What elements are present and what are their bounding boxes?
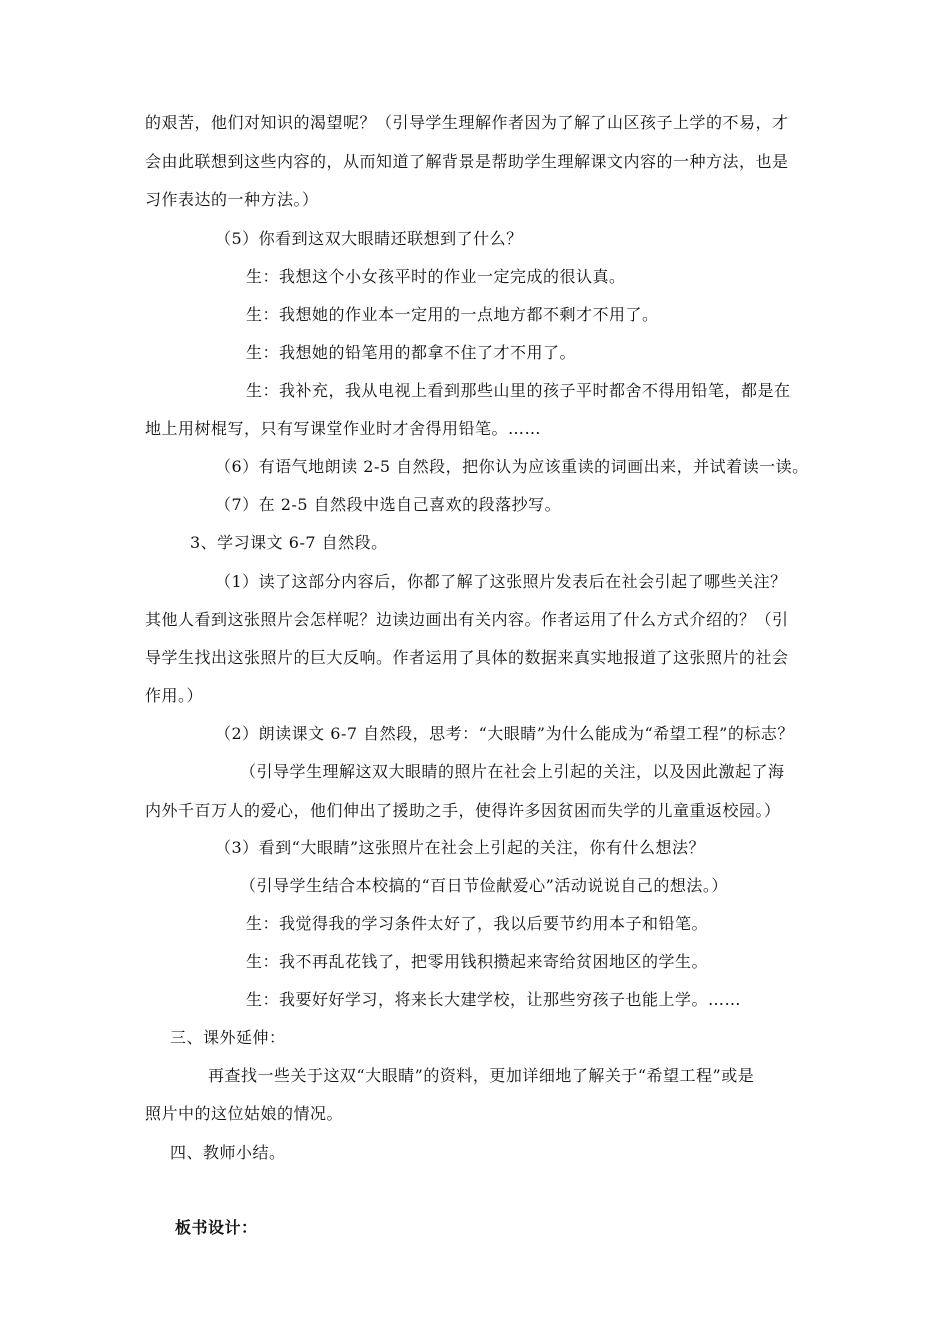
text-line: 生：我想她的作业本一定用的一点地方都不剩才不用了。 xyxy=(246,305,659,324)
text-line: （6）有语气地朗读 2-5 自然段，把你认为应该重读的词画出来，并试着读一读。 xyxy=(215,457,809,476)
section-heading: 四、教师小结。 xyxy=(170,1143,286,1162)
text-line: （1）读了这部分内容后，你都了解了这张照片发表后在社会引起了哪些关注？ xyxy=(215,572,787,591)
text-line: 导学生找出这张照片的巨大反响。作者运用了具体的数据来真实地报道了这张照片的社会 xyxy=(145,648,789,667)
text-line: 会由此联想到这些内容的，从而知道了解背景是帮助学生理解课文内容的一种方法，也是 xyxy=(145,152,789,171)
text-line: 生：我觉得我的学习条件太好了，我以后要节约用本子和铅笔。 xyxy=(246,914,709,933)
text-line: 3、学习课文 6-7 自然段。 xyxy=(190,533,388,552)
text-line: 照片中的这位姑娘的情况。 xyxy=(145,1104,344,1123)
text-line: 习作表达的一种方法。） xyxy=(145,190,319,209)
section-heading: 三、课外延伸： xyxy=(170,1028,286,1047)
text-line: （5）你看到这双大眼睛还联想到了什么？ xyxy=(215,229,523,248)
text-line: 作用。） xyxy=(145,686,204,705)
text-line: 再查找一些关于这双“大眼睛”的资料，更加详细地了解关于“希望工程”或是 xyxy=(208,1066,755,1085)
text-line: （2）朗读课文 6-7 自然段，思考：“大眼睛”为什么能成为“希望工程”的标志？ xyxy=(215,724,794,743)
board-design-heading: 板书设计： xyxy=(175,1218,258,1237)
text-line: （3）看到“大眼睛”这张照片在社会上引起的关注，你有什么想法？ xyxy=(215,838,706,857)
text-line: 内外千百万人的爱心，他们伸出了援助之手，使得许多因贫困而失学的儿童重返校园。） xyxy=(145,801,781,820)
text-line: 生：我要好好学习，将来长大建学校，让那些穷孩子也能上学。…… xyxy=(246,990,742,1009)
text-line: 生：我补充，我从电视上看到那些山里的孩子平时都舍不得用铅笔，都是在 xyxy=(246,381,791,400)
text-line: 地上用树棍写，只有写课堂作业时才舍得用铅笔。…… xyxy=(145,419,542,438)
text-line: （7）在 2-5 自然段中选自己喜欢的段落抄写。 xyxy=(215,495,562,514)
text-line: （引导学生理解这双大眼睛的照片在社会上引起的关注，以及因此激起了海 xyxy=(240,762,785,781)
text-line: 生：我想她的铅笔用的都拿不住了才不用了。 xyxy=(246,343,577,362)
text-line: 的艰苦，他们对知识的渴望呢？（引导学生理解作者因为了解了山区孩子上学的不易，才 xyxy=(145,113,789,132)
text-line: 生：我不再乱花钱了，把零用钱积攒起来寄给贫困地区的学生。 xyxy=(246,952,709,971)
text-line: 生：我想这个小女孩平时的作业一定完成的很认真。 xyxy=(246,267,626,286)
text-line: （引导学生结合本校搞的“百日节俭献爱心”活动说说自己的想法。） xyxy=(240,876,728,895)
text-line: 其他人看到这张照片会怎样呢？边读边画出有关内容。作者运用了什么方式介绍的？（引 xyxy=(145,610,789,629)
